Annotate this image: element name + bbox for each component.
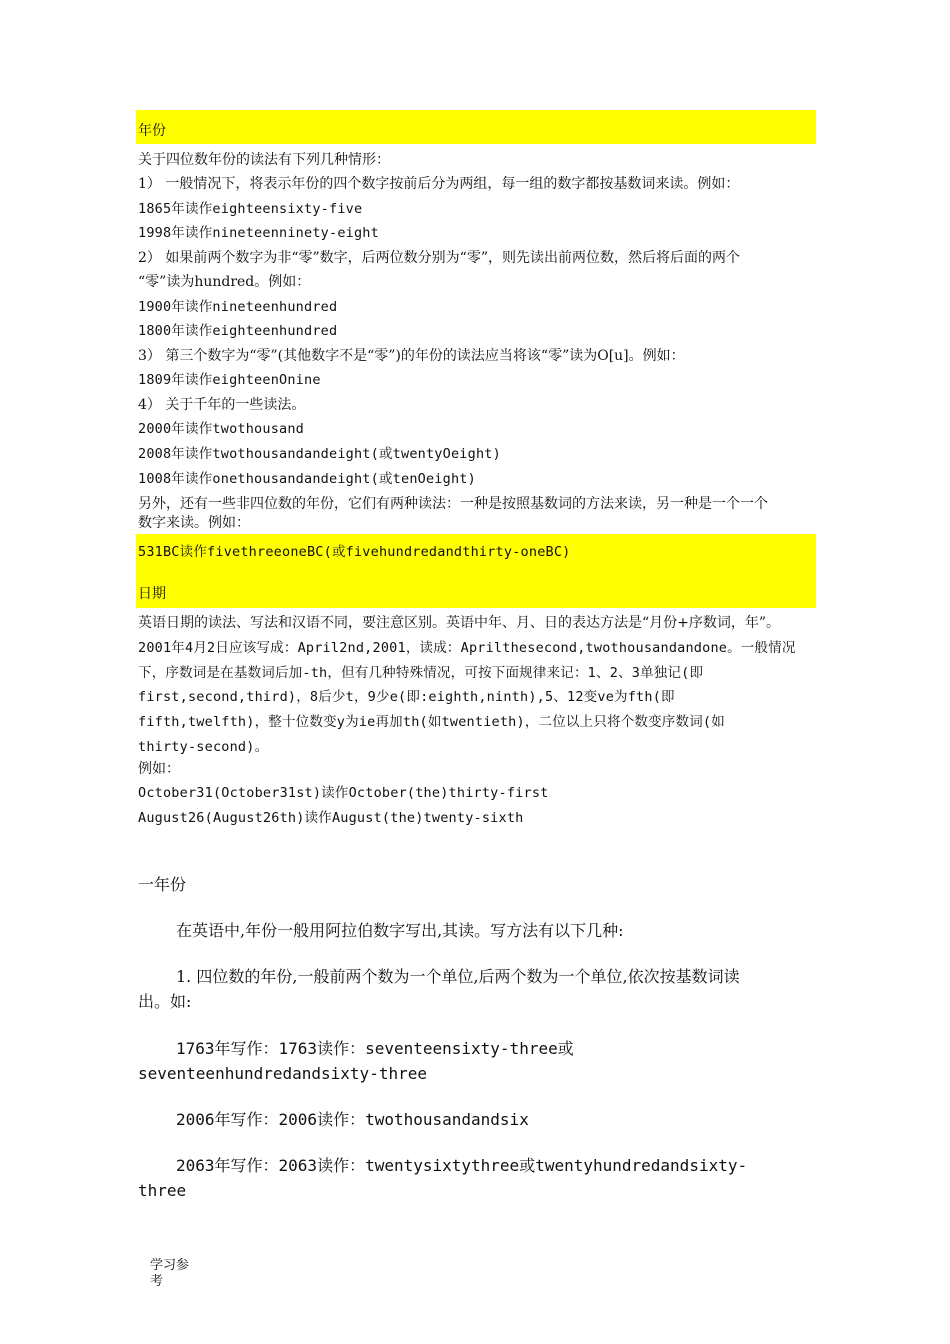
year-example-1809: 1809年读作eighteenOnine <box>138 372 321 388</box>
year-example-531bc: 531BC读作fivethreeoneBC(或fivehundredandthirty-oneBC) <box>138 544 571 560</box>
year-example-1865: 1865年读作eighteensixty-five <box>138 201 363 217</box>
section-two-example-1763-line-1: 1763年写作：1763读作：seventeensixty-three或 <box>176 1039 574 1058</box>
date-line-4: first,second,third)，8后少t，9少e(即:eighth,ninth),5、12变ve为fth(即 <box>138 689 675 705</box>
section-two-example-1763-line-2: seventeenhundredandsixty-three <box>138 1064 427 1083</box>
section-two-example-2006: 2006年写作：2006读作：twothousandandsix <box>176 1110 529 1129</box>
section-two-example-2063-line-2: three <box>138 1181 187 1200</box>
heading-section-two: 一年份 <box>138 875 187 894</box>
year-example-1998: 1998年读作nineteenninety-eight <box>138 225 379 241</box>
section-two-intro: 在英语中,年份一般用阿拉伯数字写出,其读。写方法有以下几种: <box>176 921 624 940</box>
year-example-1008: 1008年读作onethousandandeight(或tenOeight) <box>138 471 476 487</box>
year-rule-4: 4） 关于千年的一些读法。 <box>138 397 306 413</box>
heading-date: 日期 <box>138 586 166 602</box>
year-intro: 关于四位数年份的读法有下列几种情形： <box>138 152 390 168</box>
date-line-3: 下，序数词是在基数词后加-th，但有几种特殊情况，可按下面规律来记：1、2、3单独记(即 <box>138 665 704 681</box>
footer-line-2: 考 <box>150 1274 164 1289</box>
footer-line-1: 学习参 <box>150 1258 190 1273</box>
year-example-2008: 2008年读作twothousandandeight(或twentyOeight) <box>138 446 501 462</box>
date-line-7: 例如： <box>138 761 180 777</box>
year-rule-3: 3） 第三个数字为“零”(其他数字不是“零”)的年份的读法应当将该“零”读为O[u]。例如： <box>138 348 685 364</box>
date-line-5: fifth,twelfth)，整十位数变y为ie再加th(如twentieth)，二位以上只将个数变序数词(如 <box>138 714 725 730</box>
date-line-1: 英语日期的读法、写法和汉语不同，要注意区别。英语中年、月、日的表达方法是“月份+序数词，年”。 <box>138 615 781 631</box>
date-example-august: August26(August26th)读作August(the)twenty-sixth <box>138 810 524 826</box>
year-rule-2-line-2: “零”读为hundred。例如： <box>138 274 311 290</box>
date-example-october: October31(October31st)读作October(the)thirty-first <box>138 785 549 801</box>
year-other-line-2: 数字来读。例如： <box>138 515 250 531</box>
year-rule-1: 1） 一般情况下，将表示年份的四个数字按前后分为两组，每一组的数字都按基数词来读。例如： <box>138 176 740 192</box>
date-line-6: thirty-second)。 <box>138 739 269 755</box>
section-two-point-1-line-2: 出。如: <box>138 992 192 1011</box>
year-rule-2-line-1: 2） 如果前两个数字为非“零”数字，后两位数分别为“零”，则先读出前两位数，然后将后面的两个 <box>138 250 740 266</box>
year-example-1800: 1800年读作eighteenhundred <box>138 323 338 339</box>
year-other-line-1: 另外，还有一些非四位数的年份，它们有两种读法：一种是按照基数词的方法来读，另一种是一个一个 <box>138 496 768 512</box>
year-example-1900: 1900年读作nineteenhundred <box>138 299 338 315</box>
heading-year: 年份 <box>138 123 166 139</box>
highlight-band-year <box>136 110 816 144</box>
year-example-2000: 2000年读作twothousand <box>138 421 305 437</box>
section-two-point-1-line-1: 1. 四位数的年份,一般前两个数为一个单位,后两个数为一个单位,依次按基数词读 <box>176 967 740 986</box>
section-two-example-2063-line-1: 2063年写作：2063读作：twentysixtythree或twentyhundredandsixty- <box>176 1156 748 1175</box>
date-line-2: 2001年4月2日应该写成：April2nd,2001，读成：Aprilthesecond,twothousandandone。一般情况 <box>138 640 796 656</box>
